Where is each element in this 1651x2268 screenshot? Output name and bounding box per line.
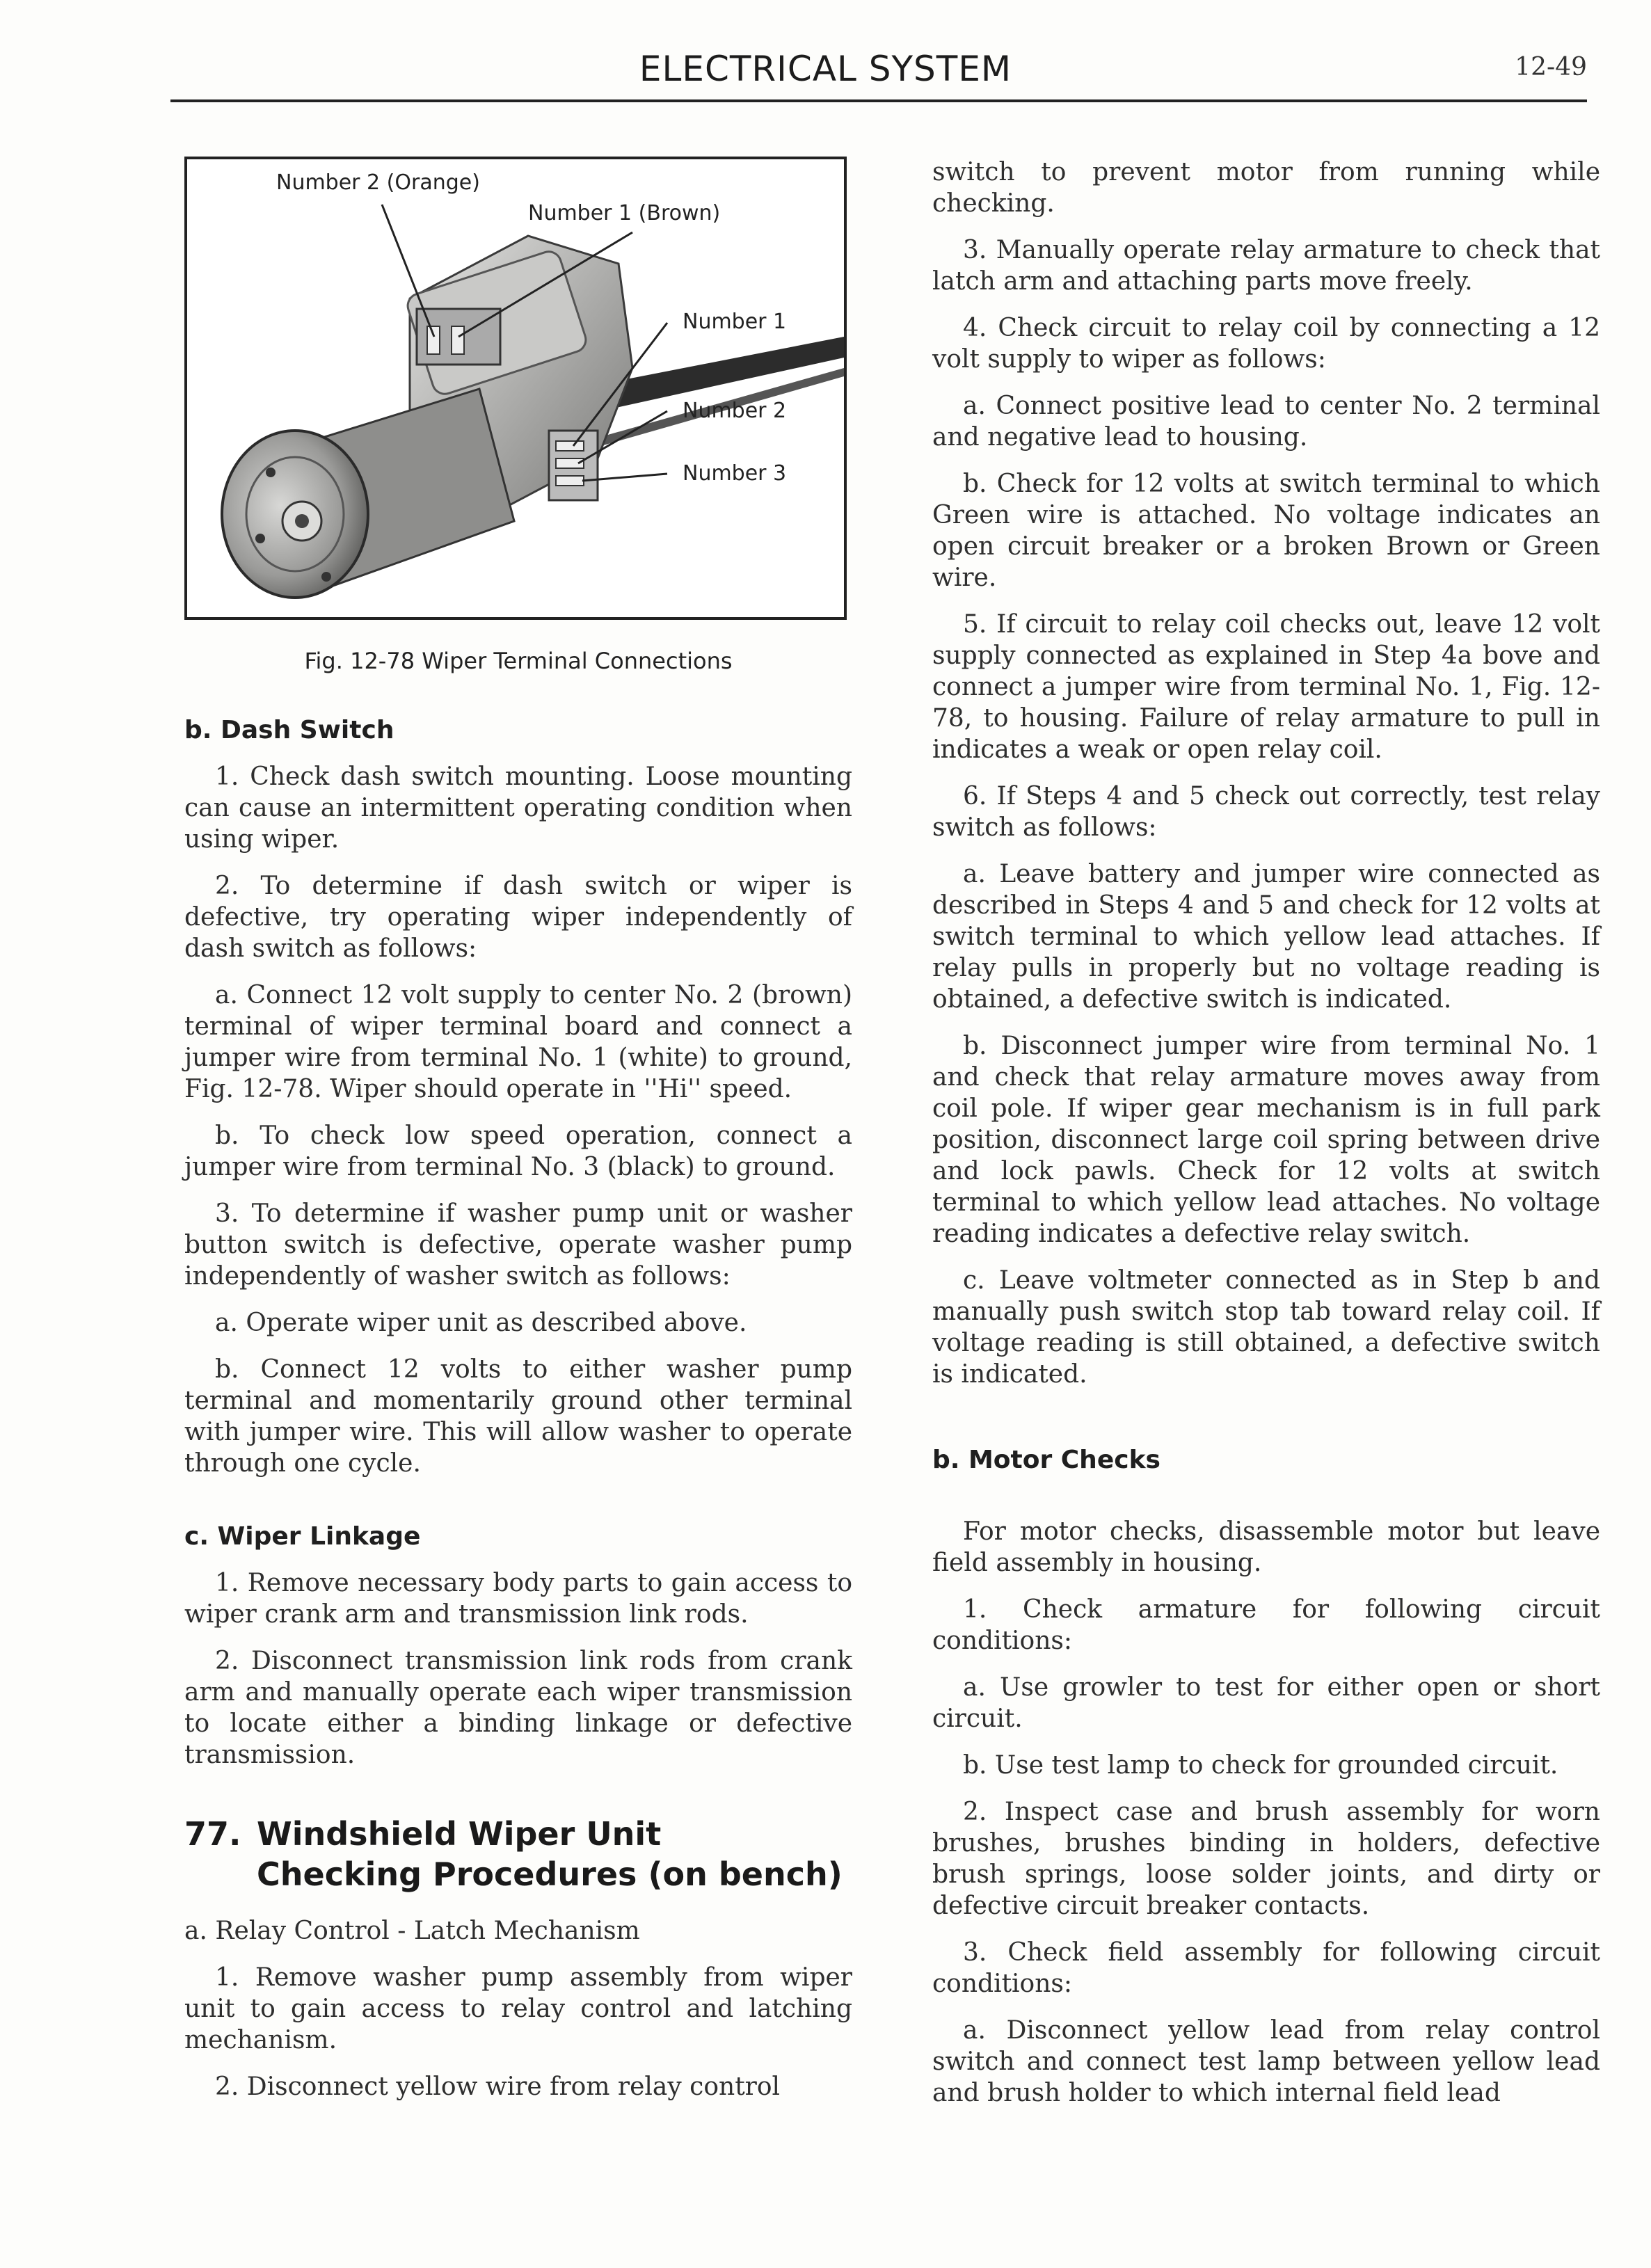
- relay-control-heading: a. Relay Control - Latch Mechanism: [184, 1917, 640, 1945]
- figure-caption: Fig. 12-78 Wiper Terminal Connections: [304, 648, 733, 674]
- motor-step-1: 1. Check armature for following circuit conditions:: [932, 1595, 1600, 1655]
- motor-intro: For motor checks, disassemble motor but leave field assembly in housing.: [932, 1517, 1600, 1577]
- callout-number2: Number 2: [683, 399, 787, 423]
- motor-checks-heading: b. Motor Checks: [932, 1446, 1161, 1474]
- relay-step-6a: a. Leave battery and jumper wire connected as described in Steps 4 and 5 and check for 12 volts at switch terminal to which yellow lead attaches. If relay pulls in properly but no voltage reading is obtained, a defective switch is indicated.: [932, 860, 1600, 1014]
- motor-step-1b: b. Use test lamp to check for grounded circuit.: [963, 1751, 1558, 1780]
- motor-step-2: 2. Inspect case and brush assembly for worn brushes, brushes binding in holders, defective brush springs, loose solder joints, and dirty or defective circuit breaker contacts.: [932, 1798, 1600, 1920]
- dash-step-2b: b. To check low speed operation, connect a jumper wire from terminal No. 3 (black) to ground.: [184, 1121, 852, 1181]
- dash-switch-heading: b. Dash Switch: [184, 716, 394, 744]
- section-number: 77.: [184, 1815, 241, 1853]
- dash-step-3a: a. Operate wiper unit as described above.: [215, 1309, 747, 1337]
- relay-step-4b: b. Check for 12 volts at switch terminal to which Green wire is attached. No voltage indicates an open circuit breaker or a broken Brown or Green wire.: [932, 470, 1600, 592]
- section-77-heading: [184, 1814, 852, 1894]
- relay-step-6b: b. Disconnect jumper wire from terminal No. 1 and check that relay armature moves away from coil pole. If wiper gear mechanism is in full park position, disconnect large coil spring between drive and lock pawls. Check for 12 volts at switch terminal to which yellow lead attaches. No voltage reading indicates a defective relay switch.: [932, 1032, 1600, 1248]
- dash-step-1: 1. Check dash switch mounting. Loose mounting can cause an intermittent operating condition when using wiper.: [184, 762, 852, 854]
- relay-step-4a: a. Connect positive lead to center No. 2 terminal and negative lead to housing.: [932, 392, 1600, 452]
- wiper-linkage-heading: c. Wiper Linkage: [184, 1522, 421, 1551]
- relay-step-3: 3. Manually operate relay armature to check that latch arm and attaching parts move freely.: [932, 236, 1600, 296]
- callout-number1-brown: Number 1 (Brown): [528, 201, 721, 225]
- linkage-step-2: 2. Disconnect transmission link rods from crank arm and manually operate each wiper transmission to locate either a binding linkage or defective transmission.: [184, 1647, 852, 1769]
- relay-step-1: 1. Remove washer pump assembly from wiper unit to gain access to relay control and latching mechanism.: [184, 1963, 852, 2054]
- wiper-motor-figure: [184, 157, 847, 620]
- relay-step-6c: c. Leave voltmeter connected as in Step b and manually push switch stop tab toward relay coil. If voltage reading is still obtained, a defective switch is indicated.: [932, 1266, 1600, 1389]
- section-title-line1: Windshield Wiper Unit: [257, 1815, 662, 1853]
- motor-step-3a: a. Disconnect yellow lead from relay control switch and connect test lamp between yellow lead and brush holder to which internal field lead: [932, 2016, 1600, 2107]
- dash-step-3: 3. To determine if washer pump unit or washer button switch is defective, operate washer pump independently of washer switch as follows:: [184, 1199, 852, 1291]
- left-column: [184, 157, 852, 2118]
- relay-step-5: 5. If circuit to relay coil checks out, leave 12 volt supply connected as explained in Step 4a bove and connect a jumper wire from terminal No. 1, Fig. 12-78, to housing. Failure of relay armature to pull in indicates a weak or open relay coil.: [932, 610, 1600, 764]
- relay-step-6: 6. If Steps 4 and 5 check out correctly, test relay switch as follows:: [932, 782, 1600, 842]
- wiper-motor-illustration: [187, 159, 844, 617]
- header-rule: [170, 99, 1587, 102]
- relay-step-4: 4. Check circuit to relay coil by connecting a 12 volt supply to wiper as follows:: [932, 314, 1600, 374]
- motor-step-3: 3. Check field assembly for following circuit conditions:: [932, 1938, 1600, 1998]
- page-number: 12-49: [1515, 53, 1587, 81]
- relay-step-2: 2. Disconnect yellow wire from relay control: [215, 2073, 781, 2101]
- motor-step-1a: a. Use growler to test for either open or short circuit.: [932, 1673, 1600, 1733]
- linkage-step-1: 1. Remove necessary body parts to gain access to wiper crank arm and transmission link rods.: [184, 1569, 852, 1629]
- callout-number2-orange: Number 2 (Orange): [276, 170, 480, 195]
- relay-step-2-continued: switch to prevent motor from running while checking.: [932, 158, 1600, 218]
- dash-step-3b: b. Connect 12 volts to either washer pump terminal and momentarily ground other terminal with jumper wire. This will allow washer to operate through one cycle.: [184, 1355, 852, 1478]
- page-header-title: ELECTRICAL SYSTEM: [639, 49, 1012, 89]
- dash-step-2: 2. To determine if dash switch or wiper is defective, try operating wiper independently of dash switch as follows:: [184, 872, 852, 963]
- section-title-line2: Checking Procedures (on bench): [257, 1855, 843, 1893]
- callout-number1: Number 1: [683, 310, 787, 334]
- callout-number3: Number 3: [683, 461, 787, 486]
- right-column: [932, 157, 1600, 2124]
- dash-step-2a: a. Connect 12 volt supply to center No. 2 (brown) terminal of wiper terminal board and connect a jumper wire from terminal No. 1 (white) to ground, Fig. 12-78. Wiper should operate in ''Hi'' speed.: [184, 981, 852, 1103]
